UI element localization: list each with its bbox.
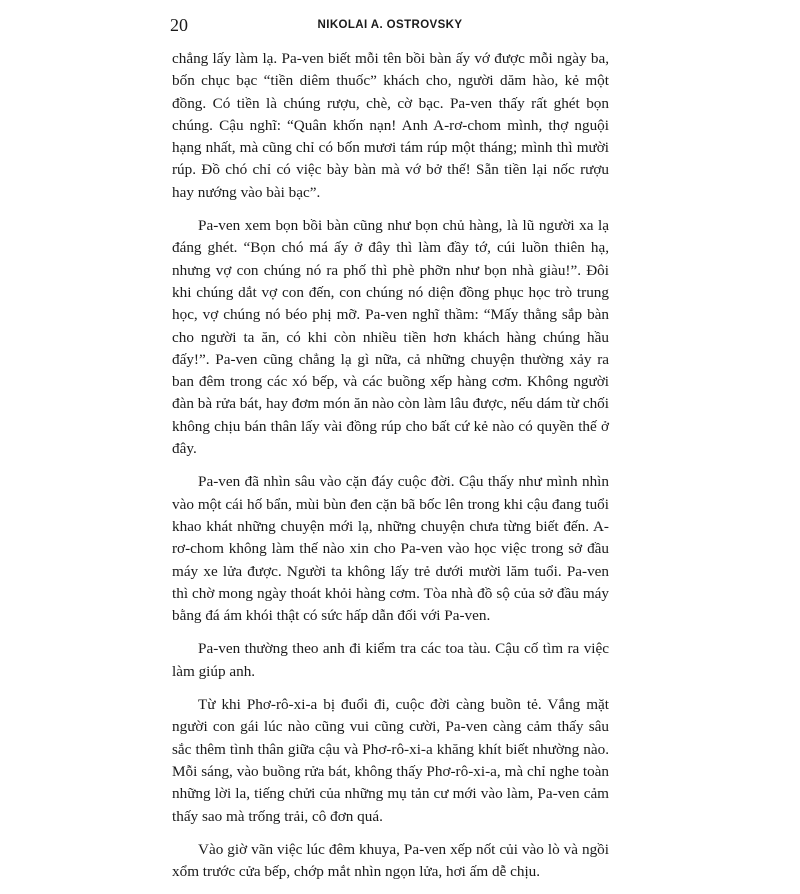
paragraph: Từ khi Phơ-rô-xi-a bị đuổi đi, cuộc đời càng buồn tẻ. Vắng mặt người con gái lúc nào cũng vui cũng cười, Pa-ven càng cảm thấy sâu sắc thêm tình thân giữa cậu và Phơ-rô-xi-a khăng khít biết nhường nào. Mỗi sáng, vào buồng rửa bát, không thấy Phơ-rô-xi-a, mà chỉ nghe toàn những lời la, tiếng chửi của những mụ tản cư mới vào làm, Pa-ven cảm thấy sao mà trống trải, cô đơn quá. <box>172 696 609 825</box>
page-number: 20 <box>170 15 188 35</box>
paragraph: Pa-ven xem bọn bồi bàn cũng như bọn chủ hàng, là lũ người xa lạ đáng ghét. “Bọn chó má ấy ở đây thì làm đầy tớ, cúi luồn thiên hạ, nhưng vợ con chúng nó ra phố thì phè phỡn như bọn nhà giàu!”. Đôi khi chúng dắt vợ con đến, con chúng nó diện đồng phục học trò trung học, vợ chúng nó béo phị mỡ. Pa-ven nghĩ thầm: “Mấy thằng sắp bàn cho người ta ăn, có khi còn nhiều tiền hơn khách hàng chúng hầu đấy!”. Pa-ven cũng chẳng lạ gì nữa, cả những chuyện thường xảy ra ban đêm trong các xó bếp, và các buồng xếp hàng cơm. Không người đàn bà rửa bát, hay đơm món ăn nào còn làm lâu được, nếu dám từ chối không chịu bán thân lấy vài đồng rúp cho bất cứ kẻ nào có quyền thế ở đây. <box>172 217 609 458</box>
running-head-author: NIKOLAI A. OSTROVSKY <box>317 19 463 31</box>
paragraph: Pa-ven đã nhìn sâu vào cặn đáy cuộc đời. Cậu thấy như mình nhìn vào một cái hố bẩn, mùi bùn đen cặn bã bốc lên trong khi cậu đang tuổi khao khát những chuyện mới lạ, những chuyện chưa từng biết đến. A-rơ-chom không làm thế nào xin cho Pa-ven vào học việc trong sở đầu máy xe lửa được. Người ta không lấy trẻ dưới mười lăm tuổi. Pa-ven thì chờ mong ngày thoát khỏi hàng cơm. Tòa nhà đồ sộ của sở đầu máy bằng đá ám khói thật có sức hấp dẫn đối với Pa-ven. <box>172 473 609 625</box>
paragraph: Vào giờ vãn việc lúc đêm khuya, Pa-ven xếp nốt củi vào lò và ngồi xổm trước cửa bếp, chớp mắt nhìn ngọn lửa, hơi ấm dễ chịu. <box>172 840 609 881</box>
page-header <box>170 14 610 36</box>
body-text <box>172 48 609 894</box>
paragraph: chẳng lấy làm lạ. Pa-ven biết mỗi tên bồi bàn ấy vớ được mỗi ngày ba, bốn chục bạc “tiền diêm thuốc” khách cho, người dăm hào, kẻ một đồng. Có tiền là chúng rượu, chè, cờ bạc. Pa-ven thấy rất ghét bọn chúng. Cậu nghĩ: “Quân khốn nạn! Anh A-rơ-chom mình, thợ nguội hạng nhất, mà cũng chỉ có bốn mươi tám rúp một tháng; mình thì mười rúp. Đồ chó chỉ có việc bày bàn mà vớ bở thế! Sẵn tiền lại nốc rượu hay nướng vào bài bạc”. <box>172 50 609 201</box>
paragraph: Pa-ven thường theo anh đi kiểm tra các toa tàu. Cậu cố tìm ra việc làm giúp anh. <box>172 640 609 680</box>
